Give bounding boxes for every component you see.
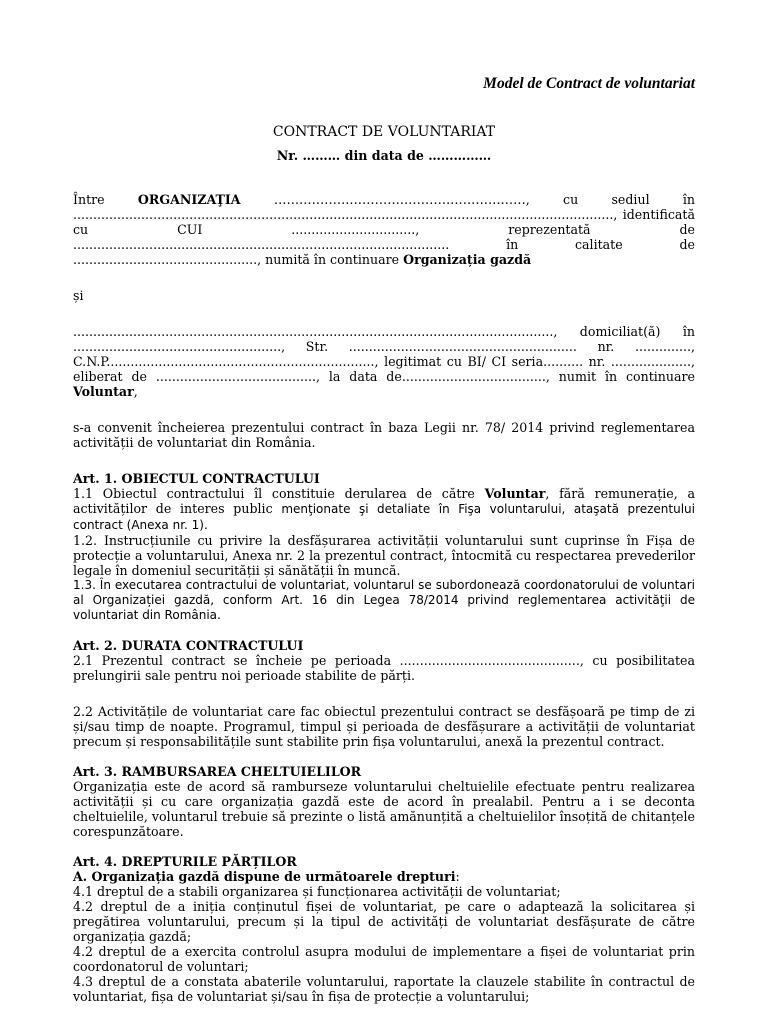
list-item: 4.1 dreptul de a stabili organizarea și funcționarea activității de voluntariat; — [73, 884, 561, 899]
document-body — [73, 64, 695, 1004]
art2-clause-1: 2.1 Prezentul contract se încheie pe perioada ............................................., cu posibilitatea prelungirii sale pentru noi perioade stabilite de părți. — [73, 653, 695, 683]
list-item: 4.2 dreptul de a exercita controlul asupra modului de implementare a fișei de voluntariat prin coordonatorul de voluntari; — [73, 944, 695, 974]
agreement-paragraph: s-a convenit încheierea prezentului contract în baza Legii nr. 78/ 2014 privind reglementarea activității de voluntariat din România. — [73, 420, 695, 450]
organization-paragraph: Între ORGANIZAŢIA ……………………………………………………, cu sediul în ......................................................................................................................................., identificată cu CUI ..............................., reprezentată de .............................................................................................. în calitate de .............................................., numită în continuare Organizația gazdă — [73, 192, 696, 267]
model-title: Model de Contract de voluntariat — [483, 75, 695, 92]
art1-heading: Art. 1. OBIECTUL CONTRACTULUI — [73, 471, 320, 486]
art4-heading: Art. 4. DREPTURILE PĂRȚILOR — [73, 854, 297, 869]
art3-heading: Art. 3. RAMBURSAREA CHELTUIELILOR — [73, 764, 362, 779]
art1-clause-3: 1.3. În executarea contractului de voluntariat, voluntarul se subordonează coordonatorului de voluntari al Organizației gazdă, conform Art. 16 din Legea 78/2014 privind reglementarea activităţii de voluntariat din România. — [73, 578, 695, 622]
organization-label: ORGANIZAŢIA — [137, 192, 241, 207]
contract-number-line: Nr. ……… din data de …………… — [276, 148, 492, 163]
art1-clause-2: 1.2. Instrucțiunile cu privire la desfășurarea activității voluntarului sunt cuprinse în Fișa de protecție a voluntarului, Anexa nr. 2 la prezentul contract, întocmită cu respectarea prevederilor legale în domeniul securității și sănătății în muncă. — [73, 533, 695, 578]
art1-clause-1: 1.1 Obiectul contractului îl constituie derularea de către Voluntar, fără remunerație, a activităților de interes public menţionate şi detaliate în Fişa voluntarului, ataşată prezentului contract (Anexa nr. 1). — [73, 486, 695, 532]
list-item: 4.2 dreptul de a iniția conținutul fișei de voluntariat, pe care o adaptează la solicitarea și pregătirea voluntarului, precum și la tipul de activități de voluntariat desfășurate de către organizația gazdă; — [73, 899, 695, 944]
volunteer-paragraph: ........................................................................................................................, domiciliat(ă) în ...................................................., Str. ......................................................... nr. .............., C.N.P..................................................................., legitimat cu BI/ CI seria.......... nr. ...................., eliberat de ........................................, la data de...................................., numit în continuare Voluntar, — [73, 324, 695, 399]
and-separator: și — [73, 288, 84, 303]
art3-paragraph: Organizația este de acord să ramburseze voluntarului cheltuielile efectuate pentru realizarea activității și cu care organizația gazdă este de acord în prealabil. Pentru a i se deconta cheltuielile, voluntarul trebuie să prezinte o listă amănunțită a cheltuielilor însoțită de chitanțele corespunzătoare. — [73, 779, 695, 839]
art2-heading: Art. 2. DURATA CONTRACTULUI — [73, 638, 304, 653]
art4-subheading-a: A. Organizația gazdă dispune de următoarele drepturi: — [73, 869, 460, 884]
organization-host-label: Organizația gazdă — [403, 252, 532, 267]
volunteer-label: Voluntar — [73, 384, 134, 399]
contract-title: CONTRACT DE VOLUNTARIAT — [272, 124, 496, 140]
art2-clause-2: 2.2 Activitățile de voluntariat care fac obiectul prezentului contract se desfășoară pe timp de zi și/sau timp de noapte. Programul, timpul și perioada de desfășurare a activității de voluntariat precum și responsabilitățile sunt stabilite prin fișa voluntarului, anexă la prezentul contract. — [73, 704, 695, 749]
list-item: 4.3 dreptul de a constata abaterile voluntarului, raportate la clauzele stabilite în contractul de voluntariat, fișa de voluntariat și/sau în fișa de protecție a voluntarului; — [73, 974, 695, 1004]
